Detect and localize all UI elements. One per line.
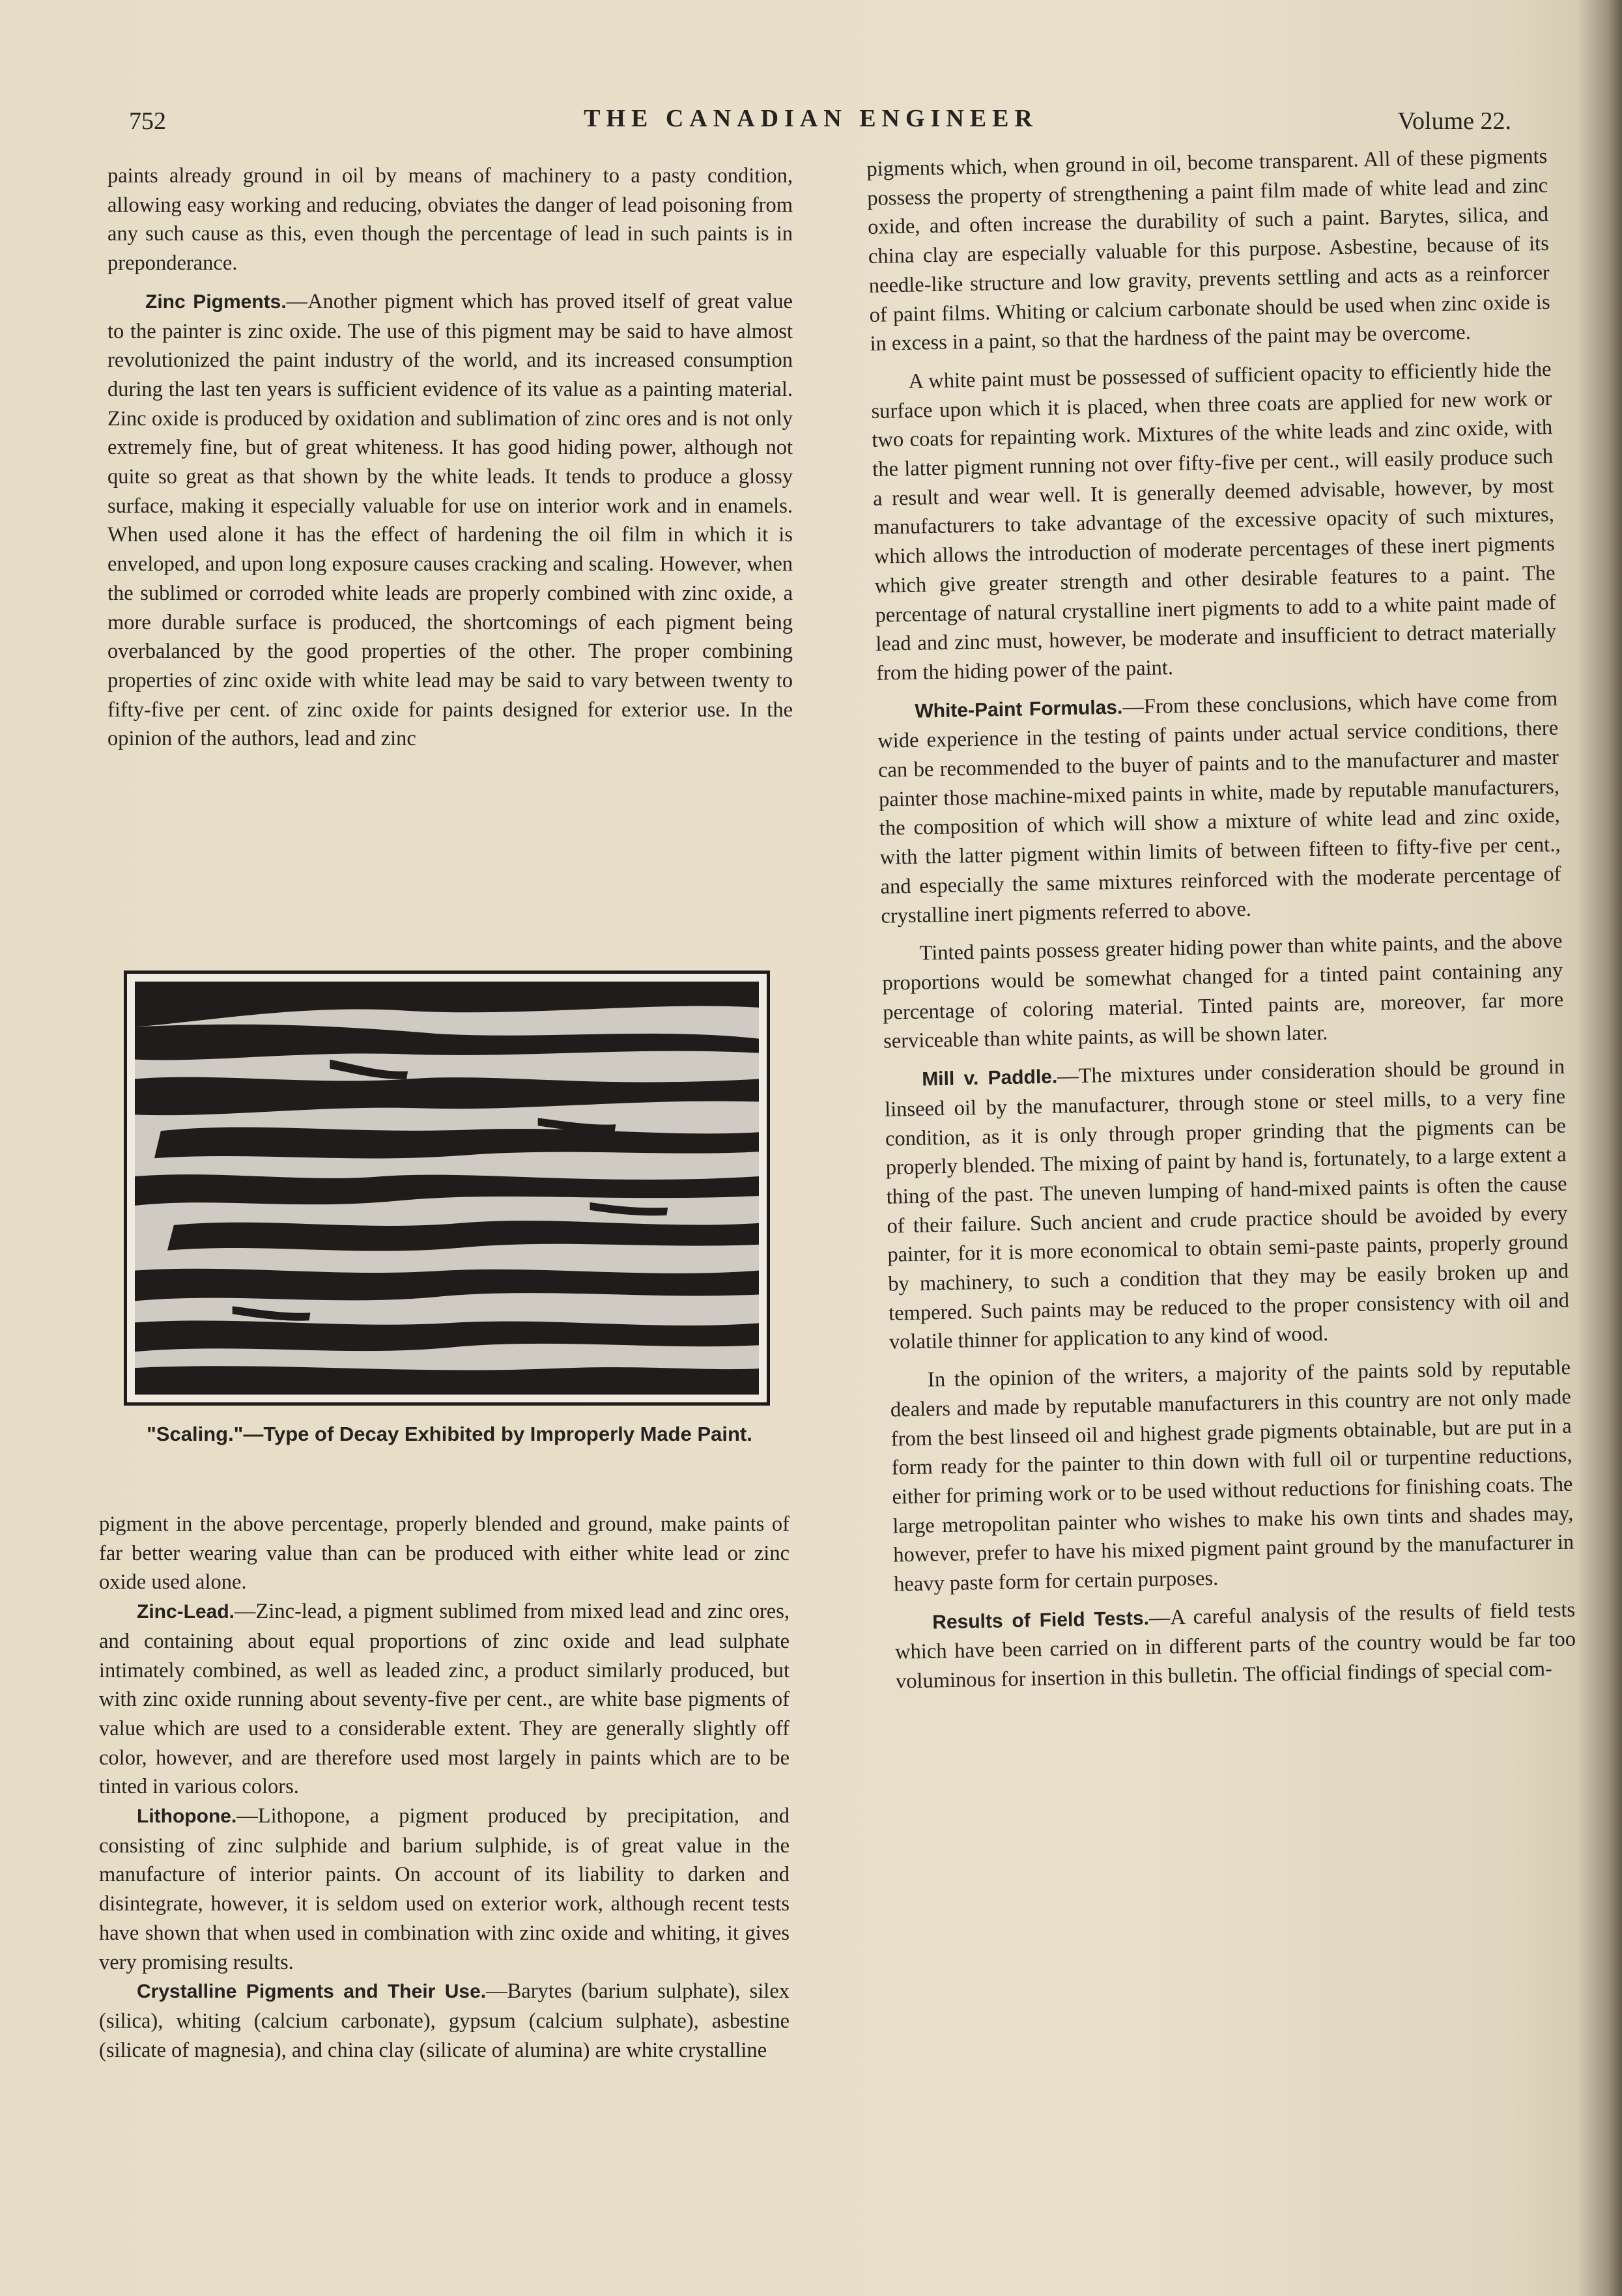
section-heading-white-paint-formulas: White-Paint Formulas. xyxy=(915,696,1123,722)
paragraph-body: —A careful analysis of the results of field tests which have been carried on in different parts of the country would be far too voluminous for insertion in this bulletin. The official findings of special com- xyxy=(894,1598,1576,1694)
paragraph: A white paint must be possessed of sufficient opacity to efficiently hide the surface upon which it is placed, when three coats are applied for new work or two coats for repainting work. Mixtures of the white leads and zinc oxide, with the latter pigment running not over fifty-five per cent., will easily produce such a result and wear well. It is generally deemed advisable, however, by most manufacturers to take advantage of the excessive opacity of such mixtures, which allows the introduction of moderate percentages of these inert pigments which give greater strength and other desirable features to a paint. The percentage of natural crystalline inert pigments to add to a white paint made of lead and zinc must, however, be moderate and insufficient to detract materially from the hiding power of the paint. xyxy=(871,357,1557,685)
paragraph-results-of-field-tests xyxy=(894,1595,1576,1696)
paragraph-lithopone xyxy=(99,1802,790,1977)
paragraph-zinc-pigments xyxy=(107,287,793,754)
left-column-top xyxy=(107,162,793,754)
section-heading-zinc-pigments: Zinc Pigments. xyxy=(145,291,287,313)
page-number: 752 xyxy=(129,107,166,135)
paragraph-mill-v-paddle xyxy=(884,1053,1570,1357)
section-heading-lithopone: Lithopone. xyxy=(137,1806,237,1828)
paragraph-body: —Zinc-lead, a pigment sublimed from mixed lead and zinc ores, and containing about equal proportions of zinc oxide and lead sulphate intimately combined, as well as leaded zinc, a product similarly produced, but with zinc oxide running about seventy-five per cent., are white base pigments of value which are used to a considerable extent. They are generally slightly off color, however, and are therefore used most largely in paints which are to be tinted in various colors. xyxy=(99,1600,790,1799)
paragraph-body: —Another pigment which has proved itself of great value to the painter is zinc oxide. The use of this pigment may be said to have almost revolutionized the paint industry of the world, and its increased consumption during the last ten years is sufficient evidence of its value as a painting material. Zinc oxide is produced by oxidation and sublimation of zinc ores and is not only extremely fine, but of great whiteness. It has good hiding power, although not quite so great as that shown by the white leads. It tends to produce a glossy surface, making it especially valuable for use on interior work and in enamels. When used alone it has the effect of hardening the oil film in which it is enveloped, and upon long exposure causes cracking and scaling. However, when the sublimed or corroded white leads are properly combined with zinc oxide, a more durable surface is produced, the shortcomings of each pigment being overbalanced by the good properties of the other. The proper combining properties of zinc oxide with white lead may be said to vary between twenty to fifty-five per cent. of zinc oxide for paints designed for exterior use. In the opinion of the authors, lead and zinc xyxy=(107,289,793,751)
paragraph-body: —The mixtures under consideration should be ground in linseed oil by the manufacturer, through stone or steel mills, to a very fine condition, as it is only through proper grinding that the pigments can be properly blended. The mixing of paint by hand is, fortunately, to a large extent a thing of the past. The uneven lumping of hand-mixed paints is often the cause of their failure. Such ancient and crude practice should be avoided by every painter, for it is more economical to obtain semi-paste paints, properly ground by machinery, to such a condition that they may be easily broken up and tempered. Such paints may be reduced to the proper consistency with oil and volatile thinner for application to any kind of wood. xyxy=(884,1055,1570,1355)
paragraph-body: —Barytes (barium sulphate), silex (silica), whiting (calcium carbonate), gypsum (calcium sulphate), asbestine (silicate of magnesia), and china clay (silicate of alumina) are white crystalline xyxy=(99,1979,790,2062)
section-heading-zinc-lead: Zinc-Lead. xyxy=(137,1601,235,1623)
paragraph-body: —From these conclusions, which have come from wide experience in the testing of paints under actual service conditions, there can be recommended to the buyer of paints and to the manufacturer and master painter those machine-mixed paints in white, made by reputable manufacturers, the composition of which will show a mixture of white lead and zinc oxide, with the latter pigment within limits of between fifteen to fifty-five per cent., and especially the same mixtures reinforced with the moderate percentage of crystalline inert pigments referred to above. xyxy=(877,687,1561,928)
scaling-photo-image xyxy=(135,982,759,1395)
paragraph: pigments which, when ground in oil, become transparent. All of these pigments possess the property of strengthening a paint film made of white lead and zinc oxide, and often increase the durability of such a paint. Barytes, silica, and china clay are especially valuable for this purpose. Asbestine, because of its needle-like structure and low gravity, prevents settling and acts as a reinforcer of paint films. Whiting or calcium carbonate should be used when zinc oxide is in excess in a paint, so that the hardness of the paint may be overcome. xyxy=(866,144,1550,356)
scaling-photo xyxy=(124,971,770,1406)
paragraph-white-paint-formulas xyxy=(877,684,1562,931)
paragraph-crystalline-pigments xyxy=(99,1977,790,2065)
paragraph-body: —Lithopone, a pigment produced by precipitation, and consisting of zinc sulphide and barium sulphide, is of great value in the manufacture of interior paints. On account of its liability to darken and disintegrate, however, it is seldom used on exterior work, although recent tests have shown that when used in combination with zinc oxide and whiting, it gives very promising results. xyxy=(99,1804,790,1974)
volume-label: Volume 22. xyxy=(1397,107,1511,135)
book-gutter-shadow xyxy=(1576,0,1622,2296)
paragraph: Tinted paints possess greater hiding power than white paints, and the above proportions would be somewhat changed for a tinted paint containing any percentage of coloring material. Tinted paints are, moreover, far more serviceable than white paints, as will be shown later. xyxy=(882,929,1564,1054)
journal-title: THE CANADIAN ENGINEER xyxy=(584,105,1038,132)
figure-caption: "Scaling."—Type of Decay Exhibited by Improperly Made Paint. xyxy=(147,1423,752,1445)
section-heading-crystalline-pigments: Crystalline Pigments and Their Use. xyxy=(137,1981,487,2003)
paragraph: pigment in the above percentage, properly blended and ground, make paints of far better wearing value than can be produced with either white lead or zinc oxide used alone. xyxy=(99,1512,790,1594)
paragraph: In the opinion of the writers, a majority of the paints sold by reputable dealers and made by reputable manufacturers in this country are not only made from the best linseed oil and highest grade pigments obtainable, but are put in a form ready for the painter to thin down with full oil or turpentine reductions, either for priming work or to be used without reductions for finishing coats. The large metropolitan painter who wishes to make his own tints and shades may, however, prefer to have his mixed pigment paint ground by the manufacturer in heavy paste form for certain purposes. xyxy=(890,1355,1574,1596)
section-heading-mill-v-paddle: Mill v. Paddle. xyxy=(921,1066,1058,1090)
section-heading-results-of-field-tests: Results of Field Tests. xyxy=(932,1607,1150,1634)
running-header xyxy=(111,103,1511,142)
left-column-bottom xyxy=(99,1510,790,2065)
right-column xyxy=(866,142,1576,1696)
paragraph: paints already ground in oil by means of machinery to a pasty condition, allowing easy working and reducing, obviates the danger of lead poisoning from any such cause as this, even though the percentage of lead in such paints is in preponderance. xyxy=(107,164,793,276)
paragraph-zinc-lead xyxy=(99,1597,790,1802)
